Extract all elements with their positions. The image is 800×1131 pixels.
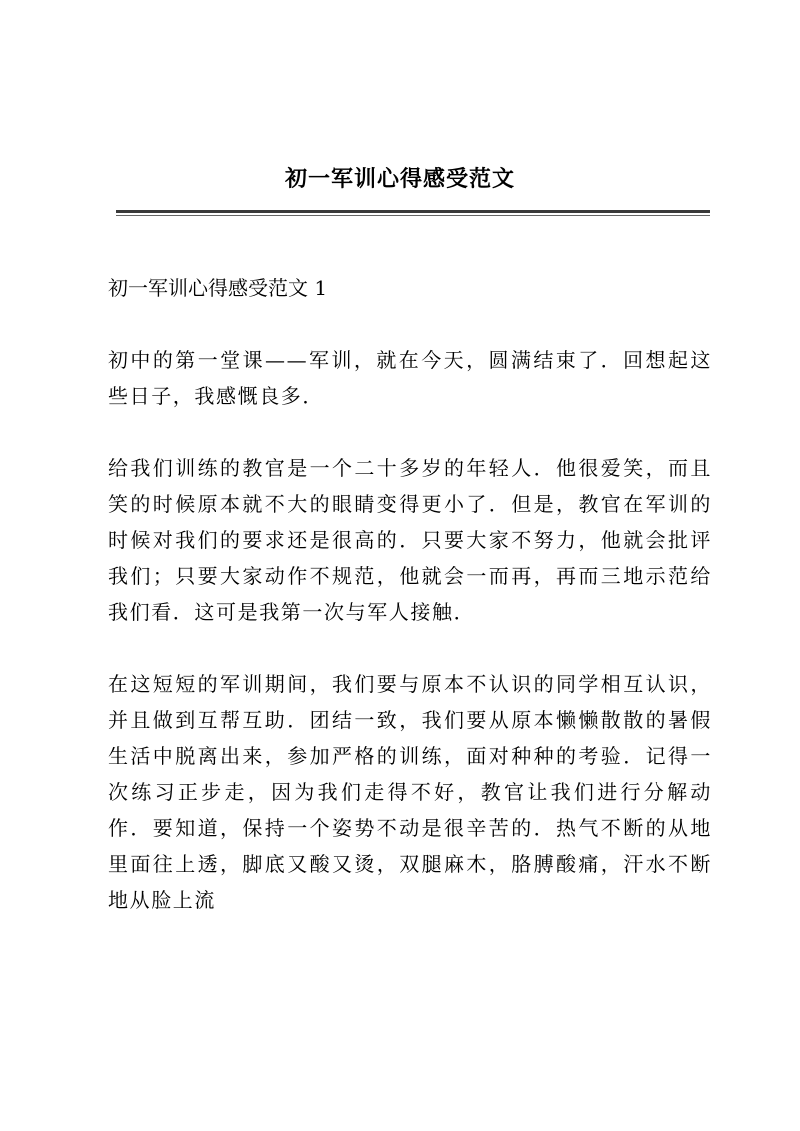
title-divider <box>116 210 710 213</box>
paragraph-3: 在这短短的军训期间，我们要与原本不认识的同学相互认识，并且做到互帮互助．团结一致，我们要从原本懒懒散散的暑假生活中脱离出来，参加严格的训练，面对种种的考验．记得一次练习正步走，因为我们走得不好，教官让我们进行分解动作．要知道，保持一个姿势不动是很辛苦的．热气不断的从地里面往上透，脚底又酸又烫，双腿麻木，胳膊酸痛，汗水不断地从脸上流 <box>108 672 712 912</box>
document-body <box>108 270 712 954</box>
section-heading: 初一军训心得感受范文 1 <box>108 276 328 300</box>
paragraph-1: 初中的第一堂课——军训，就在今天，圆满结束了．回想起这些日子，我感慨良多． <box>108 348 712 408</box>
title-divider-thin <box>116 215 710 216</box>
paragraph-2: 给我们训练的教官是一个二十多岁的年轻人．他很爱笑，而且笑的时候原本就不大的眼睛变得更小了．但是，教官在军训的时候对我们的要求还是很高的．只要大家不努力，他就会批评我们；只要大家动作不规范，他就会一而再，再而三地示范给我们看．这可是我第一次与军人接触． <box>108 456 712 624</box>
document-title: 初一军训心得感受范文 <box>284 166 515 192</box>
